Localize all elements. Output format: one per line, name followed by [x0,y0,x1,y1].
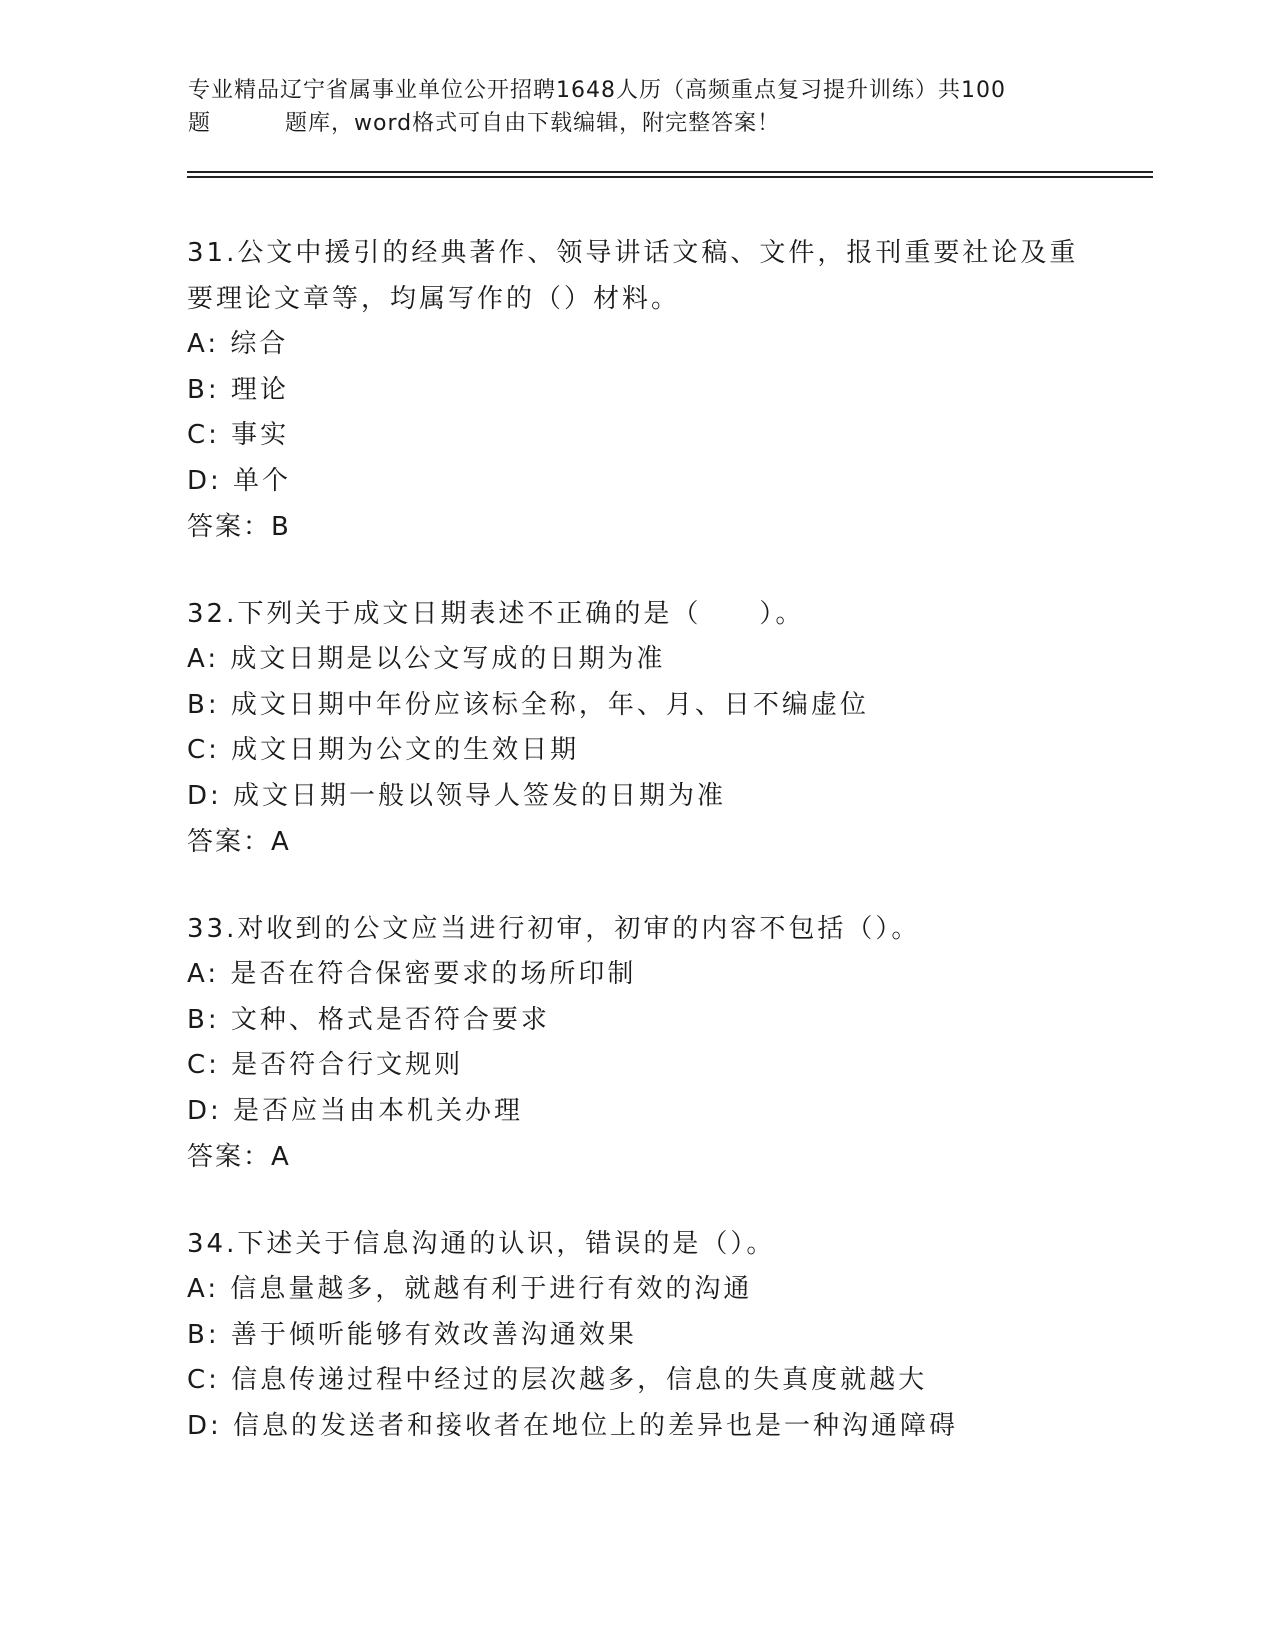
answer-line: 答案：A [187,1142,291,1172]
option-a: A: 是否在符合保密要求的场所印制 [187,959,637,989]
header-line2-rest: 题库，word格式可自由下载编辑，附完整答案！ [285,111,781,136]
question-stem-continued: 要理论文章等，均属写作的（）材料。 [187,284,681,314]
question-34 [187,1221,1087,1449]
option-d: D: 单个 [187,465,292,496]
option-a: A: 成文日期是以公文写成的日期为准 [187,644,666,674]
header-title-line1: 专业精品辽宁省属事业单位公开招聘1648人历（高频重点复习提升训练）共100 [188,78,1006,103]
header-divider-top [187,171,1153,173]
option-d: D: 成文日期一般以领导人签发的日期为准 [187,780,727,811]
option-c: C: 是否符合行文规则 [187,1050,464,1080]
option-b: B: 理论 [187,374,289,405]
option-d: D: 信息的发送者和接收者在地位上的差异也是一种沟通障碍 [187,1410,959,1441]
question-33 [187,906,1087,1180]
option-d: D: 是否应当由本机关办理 [187,1095,524,1126]
option-c: C: 事实 [187,420,290,450]
option-c: C: 信息传递过程中经过的层次越多，信息的失真度就越大 [187,1365,928,1395]
question-32 [187,591,1087,865]
answer-line: 答案：B [187,512,291,542]
question-stem: 33.对收到的公文应当进行初审，初审的内容不包括（）。 [187,914,921,944]
header-divider-bottom [187,176,1153,178]
header-line2-prefix: 题 [188,111,212,136]
document-header [188,74,1088,140]
option-a: A: 信息量越多，就越有利于进行有效的沟通 [187,1274,753,1304]
option-b: B: 成文日期中年份应该标全称，年、月、日不编虚位 [187,689,869,720]
header-title-line2 [188,107,1088,140]
option-b: B: 善于倾听能够有效改善沟通效果 [187,1319,637,1350]
question-list [187,230,1087,1449]
question-31 [187,230,1087,550]
question-stem: 34.下述关于信息沟通的认识，错误的是（）。 [187,1229,776,1259]
option-a: A: 综合 [187,329,289,359]
option-b: B: 文种、格式是否符合要求 [187,1004,550,1035]
question-stem: 31.公文中援引的经典著作、领导讲话文稿、文件，报刊重要社论及重 [187,238,1079,268]
answer-line: 答案：A [187,827,291,857]
option-c: C: 成文日期为公文的生效日期 [187,735,580,765]
question-stem: 32.下列关于成文日期表述不正确的是（ ）。 [187,599,805,629]
